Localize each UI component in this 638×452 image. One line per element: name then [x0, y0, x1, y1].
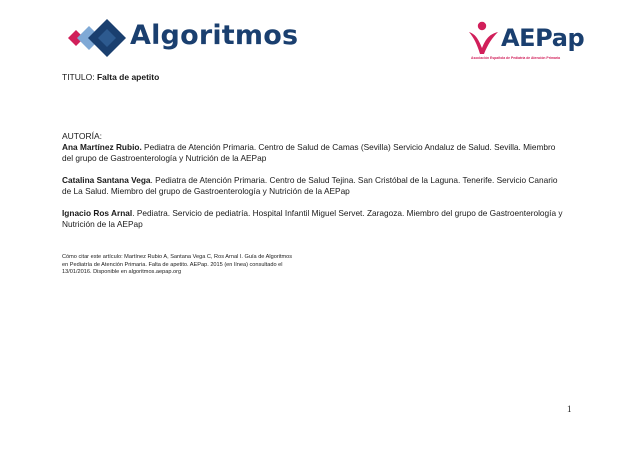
author-affiliation: Pediatra de Atención Primaria. Centro de Salud de Camas (Sevilla) Servicio Andaluz de Salud. Sevilla. Miembro	[141, 142, 556, 152]
author-entry	[62, 142, 582, 164]
autoria-label: AUTORÍA:	[62, 131, 102, 141]
algoritmos-logo	[64, 16, 299, 60]
author-affiliation-cont: del grupo de Gastroenterología y Nutrición de la AEPap	[62, 153, 267, 163]
aepap-figure-icon	[466, 18, 506, 58]
author-affiliation-cont: de La Salud. Miembro del grupo de Gastroenterología y Nutrición de la AEPap	[62, 186, 350, 196]
author-affiliation-cont: Nutrición de la AEPap	[62, 219, 143, 229]
diamond-logo-icon	[64, 16, 130, 60]
aepap-logo	[466, 18, 584, 66]
citation-block	[62, 254, 362, 277]
author-entry	[62, 175, 582, 197]
citation-line: en Pediatría de Atención Primaria. Falta de apetito. AEPap. 2015 (en línea) consultado el	[62, 261, 283, 268]
citation-line: Cómo citar este artículo: Martínez Rubio A, Santana Vega C, Ros Arnal I. Guía de Algoritmos	[62, 254, 293, 260]
author-name: Ana Martínez Rubio.	[62, 142, 142, 152]
aepap-logo-subtitle: Asociación Española de Pediatría de Atención Primaria	[471, 56, 561, 60]
author-entry	[62, 208, 582, 230]
algoritmos-logo-text: Algoritmos	[130, 20, 299, 51]
author-affiliation: . Pediatra. Servicio de pediatría. Hospital Infantil Miguel Servet. Zaragoza. Miembro del grupo de Gastroenterología y	[132, 208, 563, 218]
authors-list	[62, 142, 582, 241]
title-label: TITULO:	[62, 72, 95, 82]
author-name: Ignacio Ros Arnal	[62, 208, 133, 218]
citation-line: 13/01/2016. Disponible en algoritmos.aepap.org	[62, 269, 182, 276]
page-number: 1	[567, 404, 572, 414]
author-affiliation: . Pediatra de Atención Primaria. Centro de Salud Tejina. San Cristóbal de la Laguna. Tenerife. Servicio Canario	[150, 175, 558, 185]
document-title	[62, 72, 159, 82]
aepap-logo-text: AEPap	[501, 24, 585, 52]
author-name: Catalina Santana Vega	[62, 175, 151, 185]
title-value: Falta de apetito	[96, 72, 160, 82]
